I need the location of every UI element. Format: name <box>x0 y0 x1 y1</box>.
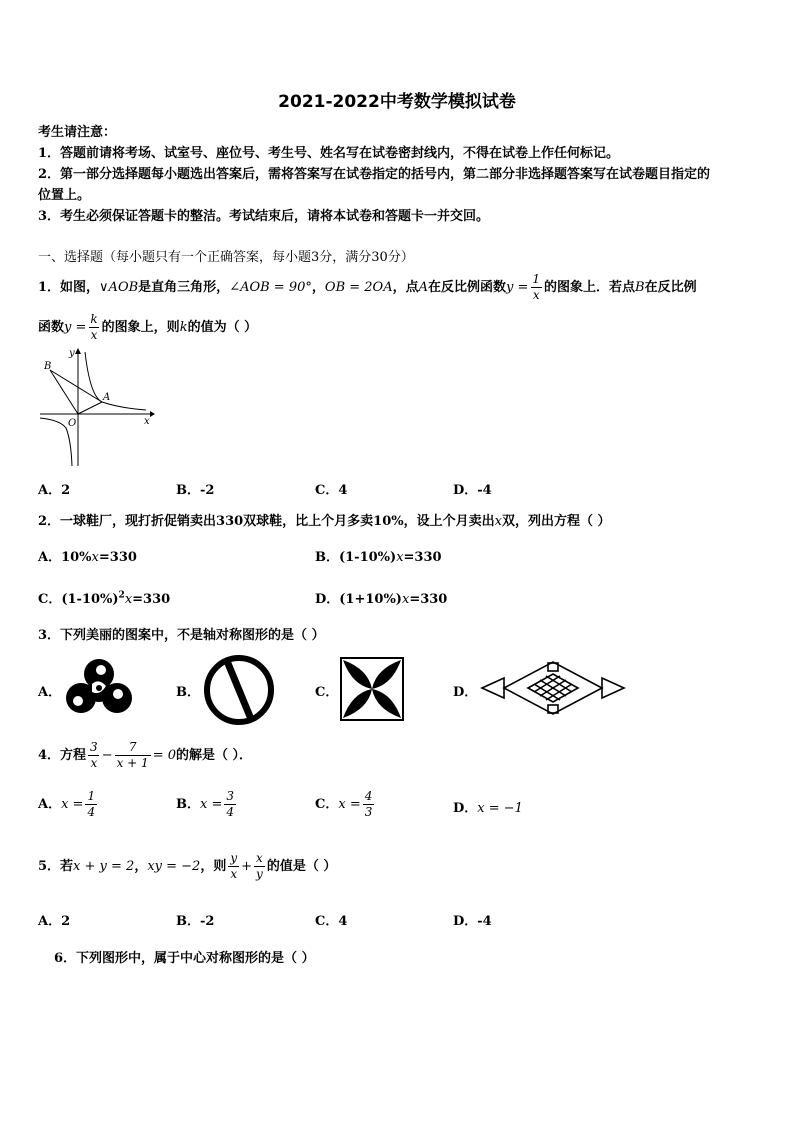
q3-option-b-label[interactable]: B． <box>176 685 200 700</box>
section-heading: 一、选择题（每小题只有一个正确答案，每小题3分，满分30分） <box>38 250 414 265</box>
page-title: 2021-2022中考数学模拟试卷 <box>278 92 516 112</box>
q6-stem: 6．下列图形中，属于中心对称图形的是（ ） <box>54 951 315 966</box>
segment-ab <box>50 370 102 402</box>
fraction-y-over-x: $\frac{y}{x}$ <box>230 851 238 881</box>
q4-option-b[interactable]: B．x = $\frac{3}{4}$ <box>176 789 234 819</box>
fraction-3-over-x: $\frac{3}{x}$ <box>90 740 98 770</box>
fraction-7-over-x-plus-1: $\frac{7}{x + 1}$ <box>116 740 149 770</box>
q3-figure-b[interactable] <box>200 653 278 727</box>
segment-ob <box>50 370 78 414</box>
q5-option-c[interactable]: C．4 <box>315 914 348 929</box>
q4-stem: 4．方程 $\frac{3}{x}$ − $\frac{7}{x + 1}$ = 0的解是（ ）． <box>38 740 253 770</box>
q2-stem: 2．一球鞋厂，现打折促销卖出330双球鞋，比上个月多卖10%，设上个月卖出x双，列出方程（ ） <box>38 514 611 529</box>
label-a: A <box>103 392 111 403</box>
notice-item-1: 1．答题前请将考场、试室号、座位号、考生号、姓名写在试卷密封线内，不得在试卷上作任何标记。 <box>38 146 620 161</box>
label-b: B <box>44 361 52 372</box>
q3-option-a-label[interactable]: A． <box>38 685 62 700</box>
q3-option-d-label[interactable]: D． <box>453 685 478 700</box>
q2-option-d[interactable]: D．(1+10%)x=330 <box>315 592 448 607</box>
q3-option-c-label[interactable]: C． <box>315 685 339 700</box>
x-axis-arrow <box>150 411 155 417</box>
q3-figure-a[interactable] <box>64 656 134 722</box>
q3-figure-d[interactable] <box>480 660 626 716</box>
y-axis-arrow <box>75 348 81 354</box>
segment-oa <box>78 402 102 414</box>
q2-option-a[interactable]: A．10%x=330 <box>38 550 137 565</box>
notice-item-3: 3．考生必须保证答题卡的整洁。考试结束后，请将本试卷和答题卡一并交回。 <box>38 209 490 224</box>
q1-line-2: 函数y = $\frac{k}{x}$ 的图象上，则k的值为（ ） <box>38 312 258 342</box>
label-y: y <box>69 348 75 359</box>
q1-option-c[interactable]: C．4 <box>315 483 348 498</box>
fraction-k-over-x: $\frac{k}{x}$ <box>90 312 98 342</box>
q5-option-b[interactable]: B．-2 <box>176 914 215 929</box>
fraction-x-over-y: $\frac{x}{y}$ <box>256 851 263 881</box>
q1-option-a[interactable]: A．2 <box>38 483 71 498</box>
q5-stem: 5．若x + y = 2，xy = −2，则 $\frac{y}{x}$ + $\frac{x}{y}$ 的值是（ ） <box>38 851 337 881</box>
q5-option-d[interactable]: D．-4 <box>453 914 492 929</box>
label-o: O <box>68 418 77 429</box>
q1-graph <box>36 344 156 468</box>
q3-stem: 3．下列美丽的图案中，不是轴对称图形的是（ ） <box>38 628 325 643</box>
curve-positive-branch <box>85 352 146 410</box>
label-x: x <box>144 416 150 427</box>
q4-option-d[interactable]: D．x = −1 <box>453 801 523 816</box>
q4-option-c[interactable]: C．x = $\frac{4}{3}$ <box>315 789 373 819</box>
q1-line-1: 1．如图，∨AOB是直角三角形，∠AOB = 90°，OB = 2OA，点A在反比例函数y = $\frac{1}{x}$ 的图象上．若点B在反比例 <box>38 272 697 302</box>
notice-heading: 考生请注意： <box>38 125 117 140</box>
q1-option-d[interactable]: D．-4 <box>453 483 492 498</box>
q2-option-b[interactable]: B．(1-10%)x=330 <box>315 550 442 565</box>
q3-figure-c[interactable] <box>340 657 404 721</box>
notice-item-2: 2．第一部分选择题每小题选出答案后，需将答案写在试卷指定的括号内，第二部分非选择题答案写在试卷题目指定的 <box>38 167 711 182</box>
q4-option-a[interactable]: A．x = $\frac{1}{4}$ <box>38 789 96 819</box>
q2-option-c[interactable]: C．$(1-10\%)^2x=330$ <box>38 590 171 607</box>
q1-option-b[interactable]: B．-2 <box>176 483 215 498</box>
notice-item-2-cont: 位置上。 <box>38 188 91 203</box>
q5-option-a[interactable]: A．2 <box>38 914 71 929</box>
fraction-1-over-x: $\frac{1}{x}$ <box>532 272 541 302</box>
